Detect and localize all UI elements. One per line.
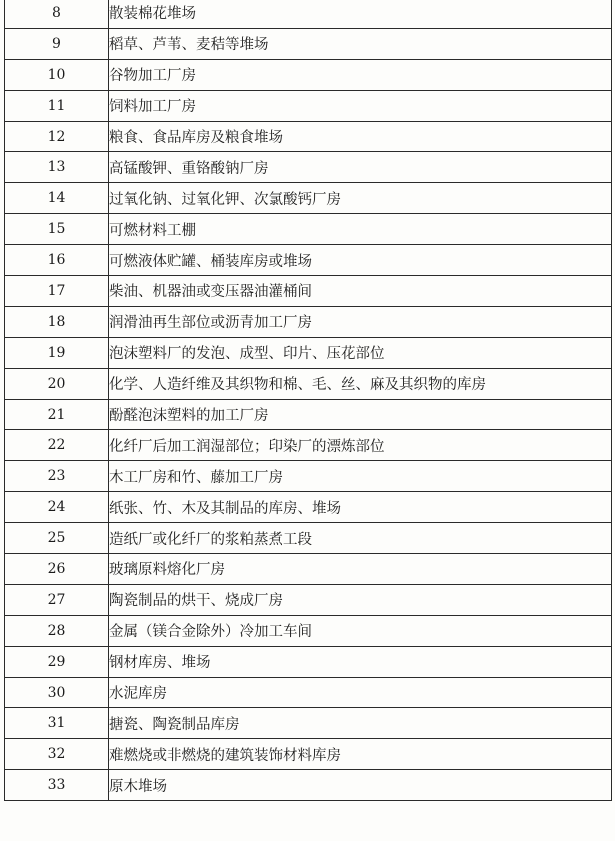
row-name: 柴油、机器油或变压器油灌桶间 — [109, 276, 612, 307]
row-name: 泡沫塑料厂的发泡、成型、印片、压花部位 — [109, 337, 612, 368]
row-name: 水泥库房 — [109, 677, 612, 708]
row-number: 14 — [5, 183, 109, 214]
row-number: 12 — [5, 121, 109, 152]
row-name: 谷物加工厂房 — [109, 59, 612, 90]
row-number: 27 — [5, 584, 109, 615]
table-row — [5, 708, 612, 739]
table-body — [5, 0, 612, 801]
data-table — [4, 0, 612, 801]
row-number: 16 — [5, 245, 109, 276]
row-number: 15 — [5, 214, 109, 245]
table-row — [5, 152, 612, 183]
table-row — [5, 554, 612, 585]
row-name: 散装棉花堆场 — [109, 0, 612, 28]
table-row — [5, 245, 612, 276]
table-row — [5, 646, 612, 677]
row-name: 难燃烧或非燃烧的建筑装饰材料库房 — [109, 739, 612, 770]
row-number: 10 — [5, 59, 109, 90]
row-number: 22 — [5, 430, 109, 461]
table-row — [5, 183, 612, 214]
row-name: 钢材库房、堆场 — [109, 646, 612, 677]
row-number: 29 — [5, 646, 109, 677]
table-row — [5, 0, 612, 28]
table-row — [5, 276, 612, 307]
row-name: 陶瓷制品的烘干、烧成厂房 — [109, 584, 612, 615]
row-name: 金属（镁合金除外）冷加工车间 — [109, 615, 612, 646]
row-number: 24 — [5, 492, 109, 523]
row-number: 20 — [5, 368, 109, 399]
row-number: 9 — [5, 28, 109, 59]
row-number: 30 — [5, 677, 109, 708]
row-name: 润滑油再生部位或沥青加工厂房 — [109, 306, 612, 337]
row-number: 18 — [5, 306, 109, 337]
row-number: 17 — [5, 276, 109, 307]
row-name: 饲料加工厂房 — [109, 90, 612, 121]
table-row — [5, 615, 612, 646]
row-name: 搪瓷、陶瓷制品库房 — [109, 708, 612, 739]
table-row — [5, 430, 612, 461]
row-name: 纸张、竹、木及其制品的库房、堆场 — [109, 492, 612, 523]
table-row — [5, 337, 612, 368]
row-number: 31 — [5, 708, 109, 739]
row-number: 28 — [5, 615, 109, 646]
table-row — [5, 739, 612, 770]
table-row — [5, 90, 612, 121]
row-name: 造纸厂或化纤厂的浆粕蒸煮工段 — [109, 523, 612, 554]
row-number: 13 — [5, 152, 109, 183]
table-row — [5, 59, 612, 90]
row-number: 23 — [5, 461, 109, 492]
row-number: 33 — [5, 770, 109, 801]
row-number: 21 — [5, 399, 109, 430]
table-row — [5, 492, 612, 523]
row-name: 高锰酸钾、重铬酸钠厂房 — [109, 152, 612, 183]
table-row — [5, 770, 612, 801]
table-row — [5, 121, 612, 152]
table-row — [5, 523, 612, 554]
row-name: 过氧化钠、过氧化钾、次氯酸钙厂房 — [109, 183, 612, 214]
table-row — [5, 399, 612, 430]
row-name: 化纤厂后加工润湿部位；印染厂的漂炼部位 — [109, 430, 612, 461]
row-name: 酚醛泡沫塑料的加工厂房 — [109, 399, 612, 430]
row-name: 原木堆场 — [109, 770, 612, 801]
row-name: 稻草、芦苇、麦秸等堆场 — [109, 28, 612, 59]
row-number: 26 — [5, 554, 109, 585]
row-name: 可燃材料工棚 — [109, 214, 612, 245]
row-name: 粮食、食品库房及粮食堆场 — [109, 121, 612, 152]
row-number: 19 — [5, 337, 109, 368]
table-row — [5, 461, 612, 492]
row-name: 木工厂房和竹、藤加工厂房 — [109, 461, 612, 492]
table-row — [5, 677, 612, 708]
row-number: 25 — [5, 523, 109, 554]
row-name: 化学、人造纤维及其织物和棉、毛、丝、麻及其织物的库房 — [109, 368, 612, 399]
row-name: 玻璃原料熔化厂房 — [109, 554, 612, 585]
table-row — [5, 584, 612, 615]
row-number: 8 — [5, 0, 109, 28]
row-number: 11 — [5, 90, 109, 121]
table-row — [5, 214, 612, 245]
table-row — [5, 306, 612, 337]
row-name: 可燃液体贮罐、桶装库房或堆场 — [109, 245, 612, 276]
table-row — [5, 28, 612, 59]
table-row — [5, 368, 612, 399]
row-number: 32 — [5, 739, 109, 770]
